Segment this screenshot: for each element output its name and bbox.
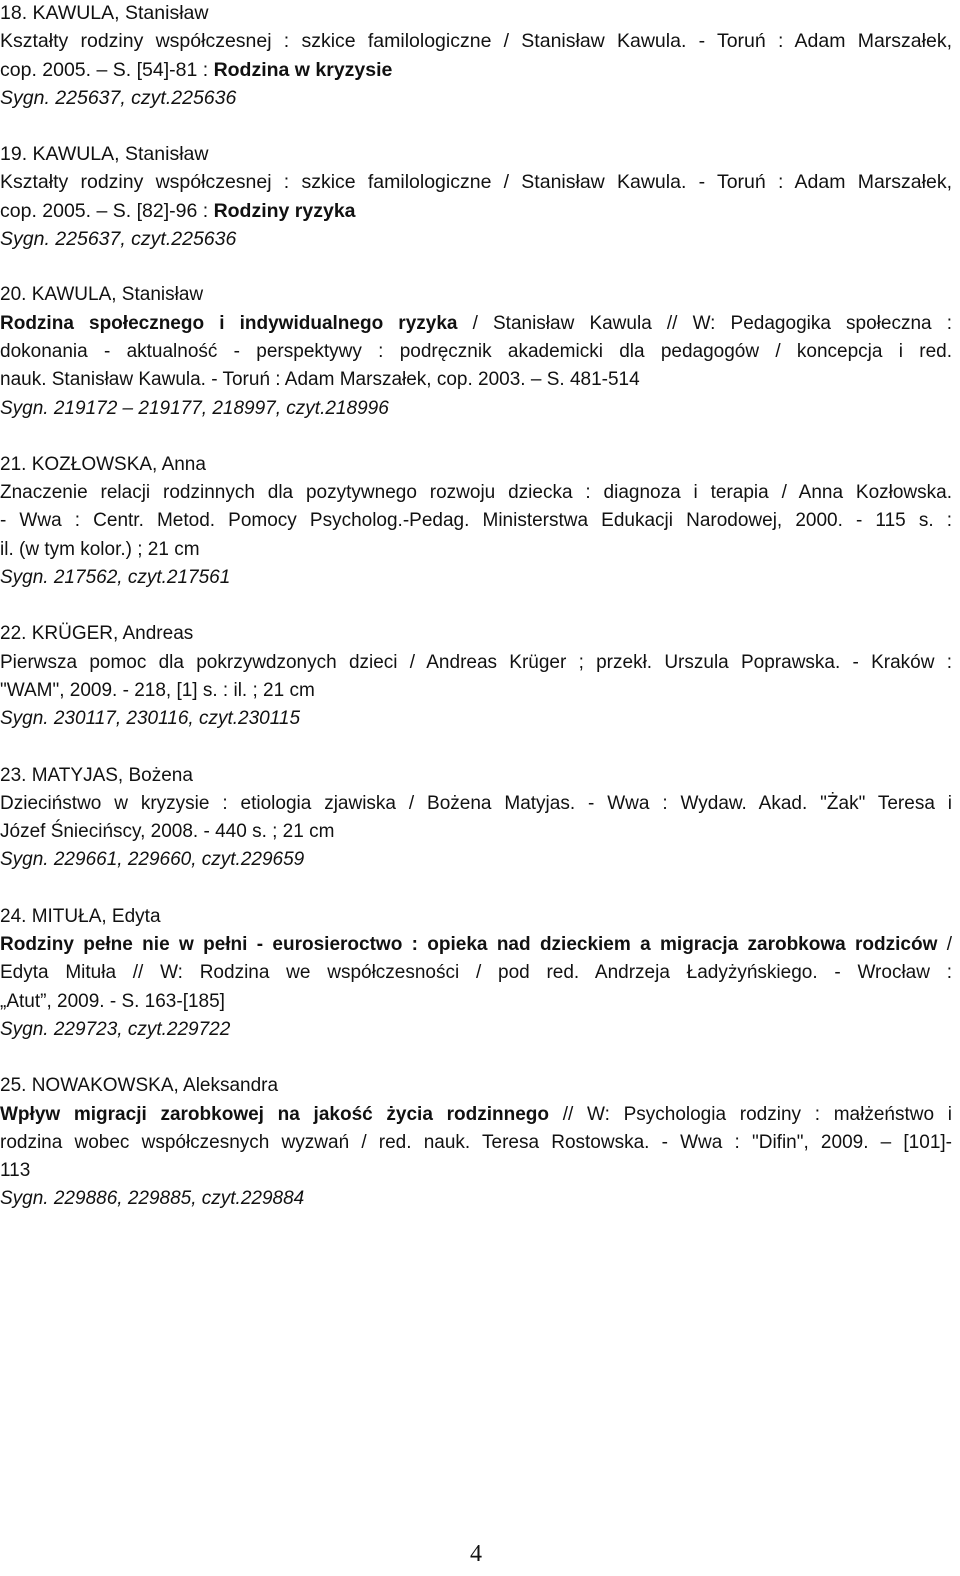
- bibliography-entry-19: [0, 140, 952, 253]
- entry-description-cont: - Wwa : Centr. Metod. Pomocy Psycholog.-Pedag. Ministerstwa Edukacji Narodowej, 2000. - 115 s. :: [0, 510, 952, 532]
- entry-physical-description: il. (w tym kolor.) ; 21 cm: [0, 538, 200, 560]
- entry-call-number: Sygn. 229723, czyt.229722: [0, 1018, 231, 1040]
- bibliography-entry-18: [0, 0, 952, 112]
- entry-source: // W: Psychologia rodziny : małżeństwo i: [549, 1103, 952, 1125]
- entry-heading: [0, 140, 952, 168]
- entry-title: Rodziny pełne nie w pełni - eurosieroctwo : opieka nad dzieckiem a migracja zarobkowa rodziców: [0, 934, 938, 956]
- entry-description-cont: dokonania - aktualność - perspektywy : podręcznik akademicki dla pedagogów / koncepcja i red.: [0, 340, 952, 362]
- entry-pages: cop. 2005. – S. [82]-96 :: [0, 199, 214, 222]
- entry-author: KAWULA, Stanisław: [32, 2, 209, 24]
- entry-separator: /: [937, 934, 952, 956]
- entry-author: KRÜGER, Andreas: [31, 623, 194, 645]
- entry-description: Pierwsza pomoc dla pokrzywdzonych dzieci / Andreas Krüger ; przekł. Urszula Poprawska. - Kraków :: [0, 651, 952, 673]
- bibliography-entry-20: [0, 281, 952, 422]
- entry-description-cont: [0, 56, 952, 84]
- bibliography-entry-21: [0, 451, 952, 592]
- entry-author: NOWAKOWSKA, Aleksandra: [31, 1075, 279, 1097]
- entry-author: KAWULA, Stanisław: [31, 284, 204, 306]
- entry-number: 22.: [0, 623, 27, 645]
- entry-description-cont: Edyta Mituła // W: Rodzina we współczesności / pod red. Andrzeja Ładyżyńskiego. - Wrocław :: [0, 962, 952, 984]
- entry-author: MATYJAS, Bożena: [31, 764, 193, 786]
- entry-physical-description: Józef Śniecińscy, 2008. - 440 s. ; 21 cm: [0, 821, 335, 843]
- entry-description: [0, 310, 952, 338]
- bibliography-entry-22: [0, 620, 952, 733]
- entry-call-number: Sygn. 229886, 229885, czyt.229884: [0, 1188, 305, 1210]
- entry-physical-description: "WAM", 2009. - 218, [1] s. : il. ; 21 cm: [0, 679, 315, 701]
- entry-source: / Stanisław Kawula // W: Pedagogika społeczna :: [457, 312, 953, 334]
- entry-publication: nauk. Stanisław Kawula. - Toruń : Adam Marszałek, cop. 2003. – S. 481-514: [0, 369, 640, 391]
- entry-number: 21.: [0, 453, 27, 475]
- entry-number: 20.: [0, 284, 27, 306]
- entry-description-cont: rodzina wobec współczesnych wyzwań / red. nauk. Teresa Rostowska. - Wwa : "Difin", 2009. – [101]-: [0, 1131, 952, 1153]
- entry-call-number: Sygn. 219172 – 219177, 218997, czyt.218996: [0, 397, 389, 419]
- entry-number: 19.: [0, 143, 28, 166]
- bibliography-entry-25: [0, 1072, 952, 1213]
- entry-title: Wpływ migracji zarobkowej na jakość życia rodzinnego: [0, 1103, 549, 1125]
- entry-chapter-title: Rodzina w kryzysie: [213, 58, 393, 81]
- entry-heading: [0, 903, 952, 931]
- entry-heading: [0, 451, 952, 479]
- entry-heading: [0, 1072, 952, 1100]
- page-number: 4: [470, 1541, 482, 1567]
- entry-title: Rodzina społecznego i indywidualnego ryzyka: [0, 312, 458, 334]
- entry-description: Dzieciństwo w kryzysie : etiologia zjawiska / Bożena Matyjas. - Wwa : Wydaw. Akad. "Żak" Teresa i: [0, 792, 952, 814]
- bibliography-entry-23: [0, 762, 952, 875]
- entry-publication: „Atut”, 2009. - S. 163-[185]: [0, 990, 225, 1012]
- entry-number: 23.: [0, 764, 27, 786]
- entry-pages: 113: [0, 1160, 31, 1182]
- entry-description: Kształty rodziny współczesnej : szkice familologiczne / Stanisław Kawula. - Toruń : Adam Marszałek,: [0, 30, 952, 53]
- entry-heading: [0, 281, 952, 309]
- entry-number: 25.: [0, 1075, 27, 1097]
- entry-chapter-title: Rodziny ryzyka: [213, 199, 356, 222]
- entry-call-number: Sygn. 217562, czyt.217561: [0, 567, 231, 589]
- entry-heading: [0, 0, 952, 27]
- entry-number: 24.: [0, 905, 27, 927]
- entry-author: KOZŁOWSKA, Anna: [31, 453, 206, 475]
- entry-pages: cop. 2005. – S. [54]-81 :: [0, 58, 214, 81]
- entry-author: KAWULA, Stanisław: [32, 143, 209, 166]
- bibliography-entry-24: [0, 903, 952, 1044]
- entry-description: [0, 1101, 952, 1129]
- entry-description: Znaczenie relacji rodzinnych dla pozytywnego rozwoju dziecka : diagnoza i terapia / Anna Kozłowska.: [0, 482, 952, 504]
- entry-call-number: Sygn. 230117, 230116, czyt.230115: [0, 708, 301, 730]
- entry-author: MITUŁA, Edyta: [31, 905, 161, 927]
- entry-description-cont: [0, 197, 952, 225]
- entry-number: 18.: [0, 2, 28, 24]
- entry-description: [0, 931, 952, 959]
- entry-description: Kształty rodziny współczesnej : szkice familologiczne / Stanisław Kawula. - Toruń : Adam Marszałek,: [0, 171, 952, 194]
- entry-heading: [0, 762, 952, 790]
- entry-heading: [0, 620, 952, 648]
- entry-call-number: Sygn. 229661, 229660, czyt.229659: [0, 849, 305, 871]
- entry-call-number: Sygn. 225637, czyt.225636: [0, 228, 237, 251]
- entry-call-number: Sygn. 225637, czyt.225636: [0, 86, 237, 109]
